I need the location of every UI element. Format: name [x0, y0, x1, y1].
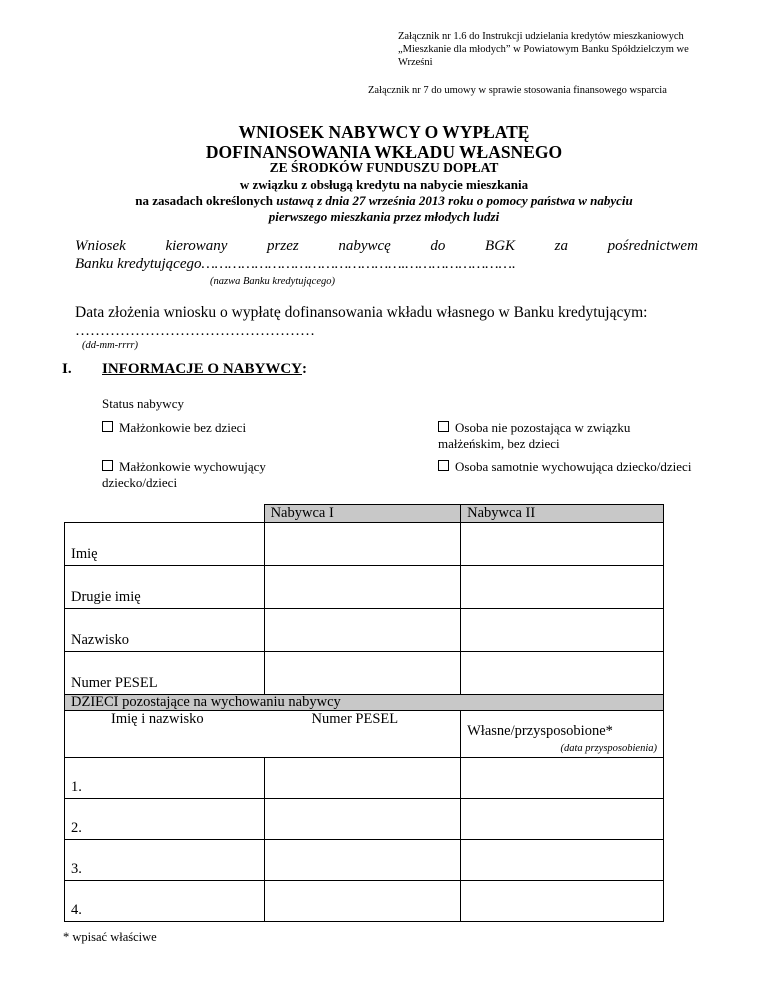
- first-name-buyer-1-cell[interactable]: [264, 523, 461, 566]
- section-title-text: INFORMACJE O NABYWCY: [102, 361, 302, 377]
- form-title-line1: WNIOSEK NABYWCY O WYPŁATĘ: [238, 122, 530, 142]
- children-columns-cell: [65, 711, 461, 758]
- status-option-single-no-children[interactable]: [438, 420, 698, 452]
- column-header-buyer-2: Nabywca II: [461, 505, 664, 523]
- request-word: do: [430, 238, 446, 254]
- child-pesel-cell[interactable]: [264, 881, 461, 922]
- checkbox-icon[interactable]: [102, 421, 113, 432]
- request-word: przez: [267, 238, 299, 254]
- first-name-buyer-2-cell[interactable]: [461, 523, 664, 566]
- request-word: pośrednictwem: [607, 238, 698, 254]
- form-title-line2: DOFINANSOWANIA WKŁADU WŁASNEGO: [205, 142, 563, 162]
- child-pesel-cell[interactable]: [264, 758, 461, 799]
- status-option-label: Osoba nie pozostająca w związku małżeńskim, bez dzieci: [438, 420, 631, 451]
- surname-buyer-2-cell[interactable]: [461, 609, 664, 652]
- child-status-cell[interactable]: [461, 881, 664, 922]
- children-col-own-adopted: Własne/przysposobione*: [467, 723, 613, 739]
- children-col-pesel: Numer PESEL: [311, 711, 399, 727]
- pesel-buyer-1-cell[interactable]: [264, 652, 461, 695]
- form-subtitle-line3: ZE ŚRODKÓW FUNDUSZU DOPŁAT: [269, 160, 499, 175]
- checkbox-icon[interactable]: [438, 460, 449, 471]
- child-status-cell[interactable]: [461, 758, 664, 799]
- section-number: I.: [62, 361, 72, 377]
- column-header-buyer-1: Nabywca I: [264, 505, 461, 523]
- form-title: [40, 122, 728, 162]
- table-row: [65, 609, 664, 652]
- status-option-married-with-children[interactable]: [102, 459, 322, 491]
- table-row: [65, 799, 664, 840]
- footnote: * wpisać właściwe: [63, 930, 157, 944]
- section-title-colon: :: [302, 361, 307, 377]
- surname-buyer-1-cell[interactable]: [264, 609, 461, 652]
- children-col-own-adopted-cell: [461, 711, 664, 758]
- child-row-number: 4.: [65, 881, 265, 922]
- status-option-label: Małżonkowie bez dzieci: [119, 420, 247, 435]
- form-subtitle-line4: w związku z obsługą kredytu na nabycie mieszkania: [239, 177, 529, 192]
- section-title: [102, 361, 307, 378]
- field-label-pesel: Numer PESEL: [65, 652, 265, 695]
- table-row: [65, 758, 664, 799]
- child-pesel-cell[interactable]: [264, 840, 461, 881]
- checkbox-icon[interactable]: [438, 421, 449, 432]
- form-subtitle-line5-italic: ustawą z dnia 27 września 2013 roku o pomocy państwa w nabyciu: [276, 193, 633, 208]
- status-option-label: Małżonkowie wychowujący dziecko/dzieci: [102, 459, 266, 490]
- field-label-surname: Nazwisko: [65, 609, 265, 652]
- children-columns-row: [65, 711, 664, 758]
- table-row: [65, 652, 664, 695]
- bank-name-field[interactable]: Banku kredytującego……………………………………….…………………….: [75, 256, 516, 272]
- form-subtitle-line5-normal: na zasadach określonych: [135, 193, 277, 208]
- table-header-row: [65, 505, 664, 523]
- status-option-married-no-children[interactable]: [102, 420, 246, 436]
- request-word: nabywcę: [338, 238, 391, 254]
- form-subtitle-line5: [40, 193, 728, 209]
- child-status-cell[interactable]: [461, 840, 664, 881]
- request-word: Wniosek: [75, 238, 126, 254]
- form-subtitle-line6: pierwszego mieszkania przez młodych ludzi: [268, 209, 500, 224]
- field-label-second-name: Drugie imię: [65, 566, 265, 609]
- annex-note-second: Załącznik nr 7 do umowy w sprawie stosowania finansowego wsparcia: [368, 85, 667, 96]
- request-line: [75, 238, 698, 255]
- children-col-adoption-date: (data przysposobienia): [560, 743, 657, 754]
- second-name-buyer-1-cell[interactable]: [264, 566, 461, 609]
- request-word: kierowany: [165, 238, 228, 254]
- checkbox-icon[interactable]: [102, 460, 113, 471]
- table-row: [65, 523, 664, 566]
- child-row-number: 1.: [65, 758, 265, 799]
- child-row-number: 2.: [65, 799, 265, 840]
- request-word: BGK: [485, 238, 516, 254]
- date-field[interactable]: …………………………………………: [75, 323, 315, 339]
- children-header-row: [65, 695, 664, 711]
- buyer-info-table: [64, 504, 664, 922]
- child-pesel-cell[interactable]: [264, 799, 461, 840]
- child-row-number: 3.: [65, 840, 265, 881]
- date-label: Data złożenia wniosku o wypłatę dofinansowania wkładu własnego w Banku kredytującym:: [75, 304, 648, 321]
- bank-name-caption: (nazwa Banku kredytującego): [210, 276, 335, 287]
- children-col-name: Imię i nazwisko: [111, 711, 204, 727]
- status-option-label: Osoba samotnie wychowująca dziecko/dzieci: [455, 459, 692, 474]
- request-word: za: [554, 238, 569, 254]
- annex-note-top: Załącznik nr 1.6 do Instrukcji udzielania kredytów mieszkaniowych „Mieszkanie dla młodych” w Powiatowym Banku Spółdzielczym we Wrześni: [398, 31, 689, 68]
- table-row: [65, 840, 664, 881]
- status-option-single-parent[interactable]: [438, 459, 698, 475]
- child-status-cell[interactable]: [461, 799, 664, 840]
- second-name-buyer-2-cell[interactable]: [461, 566, 664, 609]
- status-label: Status nabywcy: [102, 396, 184, 411]
- children-section-header: DZIECI pozostające na wychowaniu nabywcy: [65, 695, 664, 711]
- pesel-buyer-2-cell[interactable]: [461, 652, 664, 695]
- table-row: [65, 881, 664, 922]
- table-row: [65, 566, 664, 609]
- date-caption: (dd-mm-rrrr): [82, 340, 138, 351]
- table-header-blank: [65, 505, 265, 523]
- field-label-first-name: Imię: [65, 523, 265, 566]
